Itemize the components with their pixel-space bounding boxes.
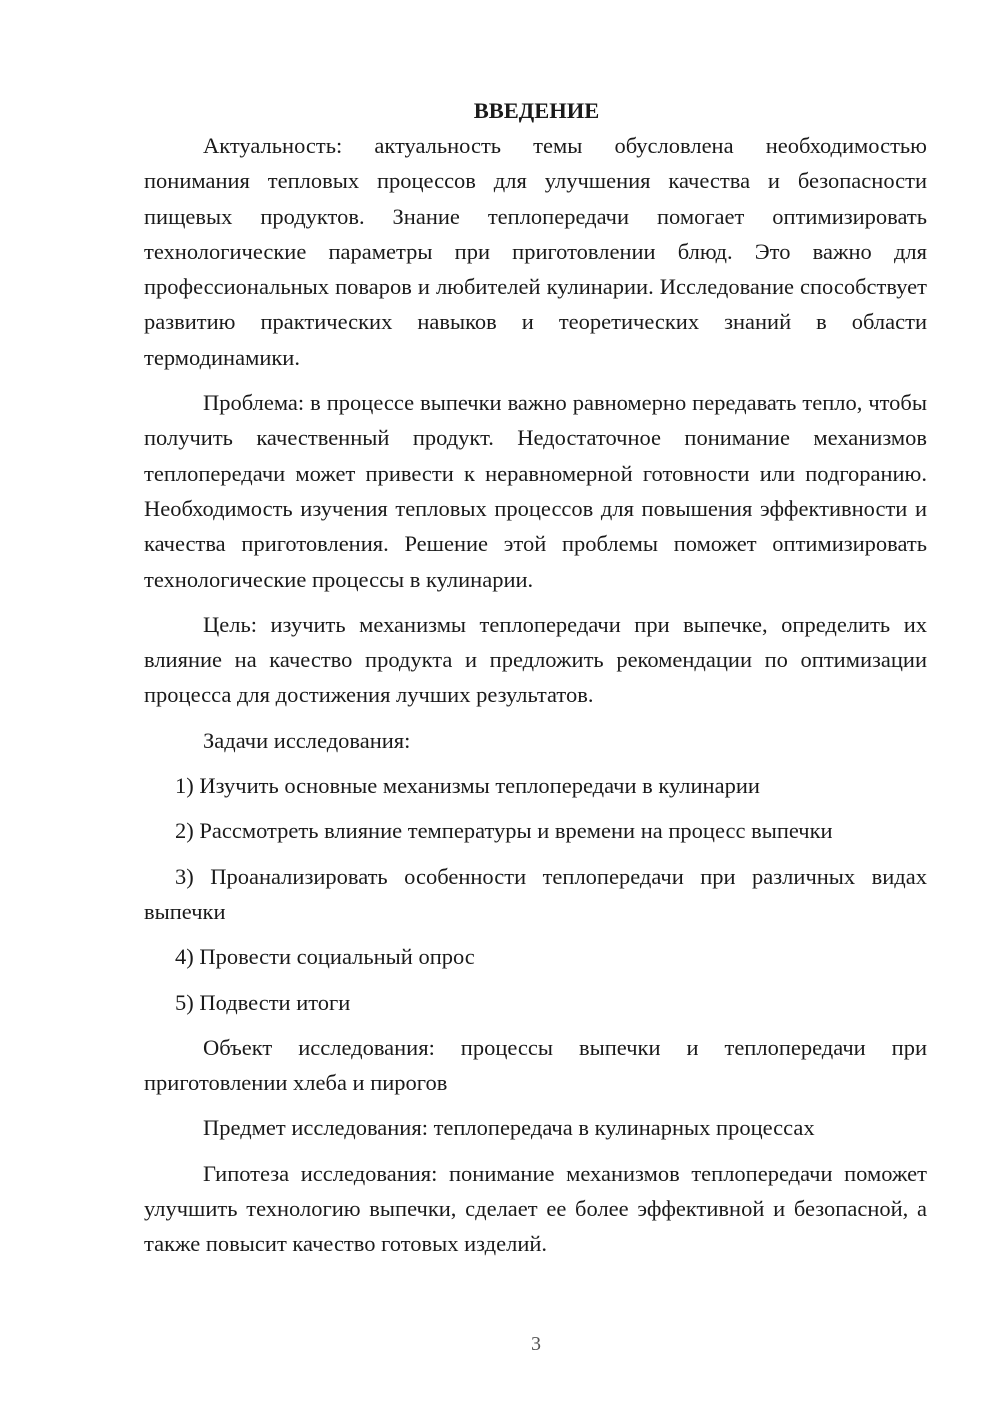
hypothesis-paragraph: Гипотеза исследования: понимание механизмов теплопередачи поможет улучшить технологию выпечки, сделает ее более эффективной и безопасной, а также повысит качество готовых изделий. [144,1160,927,1257]
tasks-heading: Задачи исследования: [203,727,411,753]
object-paragraph: Объект исследования: процессы выпечки и теплопередачи при приготовлении хлеба и пирогов [144,1034,927,1096]
goal-paragraph: Цель: изучить механизмы теплопередачи при выпечке, определить их влияние на качество продукта и предложить рекомендации по оптимизации процесса для достижения лучших результатов. [144,611,927,708]
relevance-paragraph: Актуальность: актуальность темы обусловлена необходимостью понимания тепловых процессов для улучшения качества и безопасности пищевых продуктов. Знание теплопередачи помогает оптимизировать технологические параметры при приготовлении блюд. Это важно для профессиональных поваров и любителей кулинарии. Исследование способствует развитию практических навыков и теоретических знаний в области термодинамики. [144,133,927,370]
subject-paragraph: Предмет исследования: теплопередача в кулинарных процессах [203,1115,815,1141]
page-content [144,93,927,1272]
task-item-4: 4) Провести социальный опрос [175,944,475,970]
problem-paragraph: Проблема: в процессе выпечки важно равномерно передавать тепло, чтобы получить качественный продукт. Недостаточное понимание механизмов теплопередачи может привести к неравномерной готовности или подгоранию. Необходимость изучения тепловых процессов для повышения эффективности и качества приготовления. Решение этой проблемы поможет оптимизировать технологические процессы в кулинарии. [144,390,927,592]
task-item-5: 5) Подвести итоги [175,989,351,1015]
task-item-3: 3) Проанализировать особенности теплопередачи при различных видах выпечки [144,863,927,924]
task-item-1: 1) Изучить основные механизмы теплопередачи в кулинарии [175,773,760,799]
task-item-2: 2) Рассмотреть влияние температуры и времени на процесс выпечки [175,818,833,844]
page-title: ВВЕДЕНИЕ [473,98,600,123]
page-number: 3 [531,1333,541,1355]
